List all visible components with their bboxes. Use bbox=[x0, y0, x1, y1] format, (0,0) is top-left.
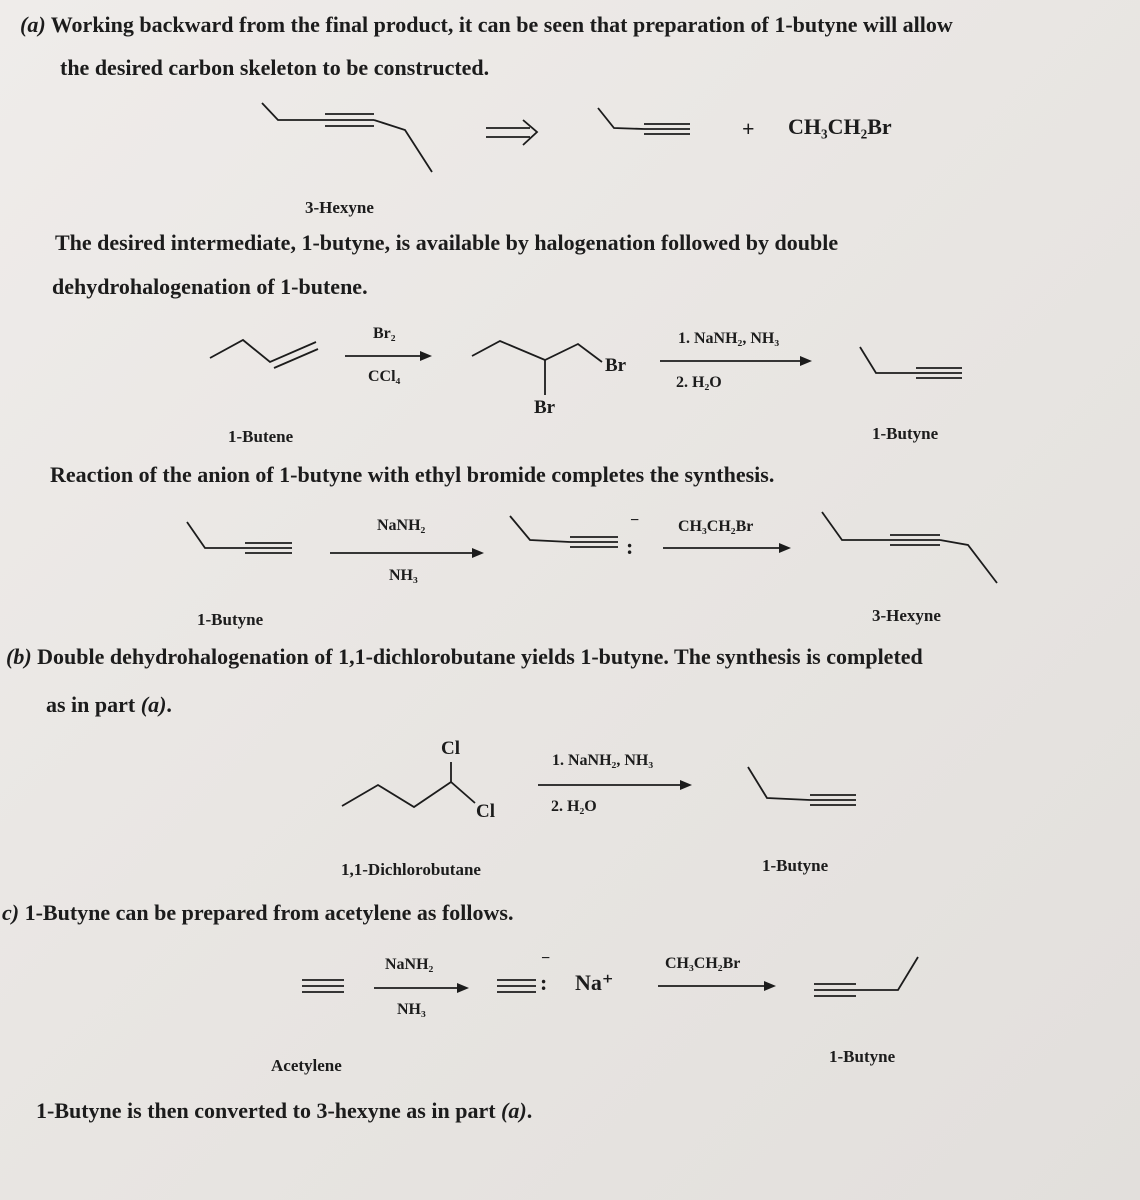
retrosynthesis-arrow bbox=[486, 120, 537, 145]
arrow-part-c-deprotonation bbox=[374, 983, 469, 993]
part-c-anion-charge: − bbox=[541, 950, 551, 967]
part-b-reagent-bottom: 2. H₂O bbox=[551, 798, 597, 815]
retro-reagent-ethyl-bromide: CH₃CH₂Br bbox=[788, 114, 892, 139]
step2-end-label: 3-Hexyne bbox=[872, 606, 941, 625]
intermediate-line2: dehydrohalogenation of 1-butene. bbox=[52, 274, 368, 299]
reaction-line: Reaction of the anion of 1-butyne with ethyl bromide completes the synthesis. bbox=[50, 462, 775, 487]
part-a-intro-text: Working backward from the final product, it can be seen that preparation of 1-butyne will allow bbox=[50, 12, 953, 37]
part-c-final-ref: (a) bbox=[501, 1098, 527, 1123]
structure-1-1-dichlorobutane bbox=[342, 762, 475, 807]
step1-reagent2-bottom: 2. H₂O bbox=[676, 374, 722, 391]
step2-reagent-nh3: NH₃ bbox=[389, 567, 418, 584]
dichloride-cl-top: Cl bbox=[441, 738, 460, 759]
dichloride-cl-bottom: Cl bbox=[476, 801, 495, 822]
part-b-start-label: 1,1-Dichlorobutane bbox=[341, 860, 481, 879]
part-c-reagent-nh3: NH₃ bbox=[397, 1001, 426, 1018]
arrow-part-b bbox=[538, 780, 692, 790]
structure-1-butyne-retro bbox=[598, 108, 690, 134]
part-b-line2-prefix: as in part bbox=[46, 692, 141, 717]
structure-dibromobutane bbox=[472, 341, 602, 395]
part-c-sodium-cation: Na⁺ bbox=[575, 970, 614, 995]
part-b-end-label: 1-Butyne bbox=[762, 856, 829, 875]
structure-3-hexyne-product bbox=[822, 512, 997, 583]
step2-anion-lone-pair: : bbox=[626, 534, 634, 559]
part-c-final-suffix: . bbox=[526, 1098, 533, 1123]
step2-reagent-nanh2: NaNH₂ bbox=[377, 517, 426, 534]
structure-1-butyne-part-b bbox=[748, 767, 856, 805]
step2-anion-charge: − bbox=[630, 512, 640, 529]
step1-end-label: 1-Butyne bbox=[872, 424, 939, 443]
step2-start-label: 1-Butyne bbox=[197, 610, 264, 629]
structure-1-butyne-step1 bbox=[860, 347, 962, 378]
arrow-halogenation bbox=[345, 351, 432, 361]
structure-acetylene bbox=[302, 980, 344, 992]
intermediate-line1: The desired intermediate, 1-butyne, is available by halogenation followed by double bbox=[55, 230, 839, 255]
arrow-deprotonation bbox=[330, 548, 484, 558]
structure-3-hexyne-retro bbox=[262, 103, 432, 172]
step2-reagent-ethyl-bromide: CH₃CH₂Br bbox=[678, 518, 754, 535]
arrow-alkylation bbox=[663, 543, 791, 553]
part-a-intro-line2: the desired carbon skeleton to be constructed. bbox=[60, 55, 490, 80]
part-b-text: Double dehydrohalogenation of 1,1-dichlorobutane yields 1-butyne. The synthesis is completed bbox=[37, 644, 923, 669]
part-c-final-prefix: 1-Butyne is then converted to 3-hexyne as in part bbox=[36, 1098, 502, 1123]
step1-reagent2-top: 1. NaNH₂, NH₃ bbox=[678, 330, 780, 347]
retro-product-label: 3-Hexyne bbox=[305, 198, 374, 217]
structure-1-butyne-step2 bbox=[187, 522, 292, 553]
step1-reagent-br2: Br₂ bbox=[373, 325, 396, 342]
step1-reagent-ccl4: CCl₄ bbox=[368, 368, 401, 385]
structure-1-butyne-part-c bbox=[814, 957, 918, 996]
structure-1-butene bbox=[210, 340, 318, 368]
arrow-dehydrohalogenation bbox=[660, 356, 812, 366]
part-c-reagent-nanh2: NaNH₂ bbox=[385, 956, 434, 973]
part-b-line2-suffix: . bbox=[166, 692, 172, 717]
part-a-marker: (a) bbox=[20, 12, 46, 37]
part-c-text: 1-Butyne can be prepared from acetylene as follows. bbox=[24, 900, 514, 925]
part-c-start-label: Acetylene bbox=[271, 1056, 342, 1075]
part-b-marker: (b) bbox=[6, 644, 32, 669]
arrow-part-c-alkylation bbox=[658, 981, 776, 991]
structure-acetylide bbox=[497, 980, 536, 992]
structure-butynide-anion bbox=[510, 516, 618, 547]
dibromide-br-upper: Br bbox=[605, 355, 627, 376]
part-c-anion-lone-pair: : bbox=[540, 970, 548, 995]
part-c-reagent-ethyl-bromide: CH₃CH₂Br bbox=[665, 955, 741, 972]
part-b-line2-ref: (a) bbox=[140, 692, 167, 717]
part-b-reagent-top: 1. NaNH₂, NH₃ bbox=[552, 752, 654, 769]
retro-plus: + bbox=[742, 116, 755, 141]
step1-start-label: 1-Butene bbox=[228, 427, 294, 446]
dibromide-br-lower: Br bbox=[534, 397, 556, 418]
part-c-marker: c) bbox=[2, 900, 20, 925]
part-c-end-label: 1-Butyne bbox=[829, 1047, 896, 1066]
